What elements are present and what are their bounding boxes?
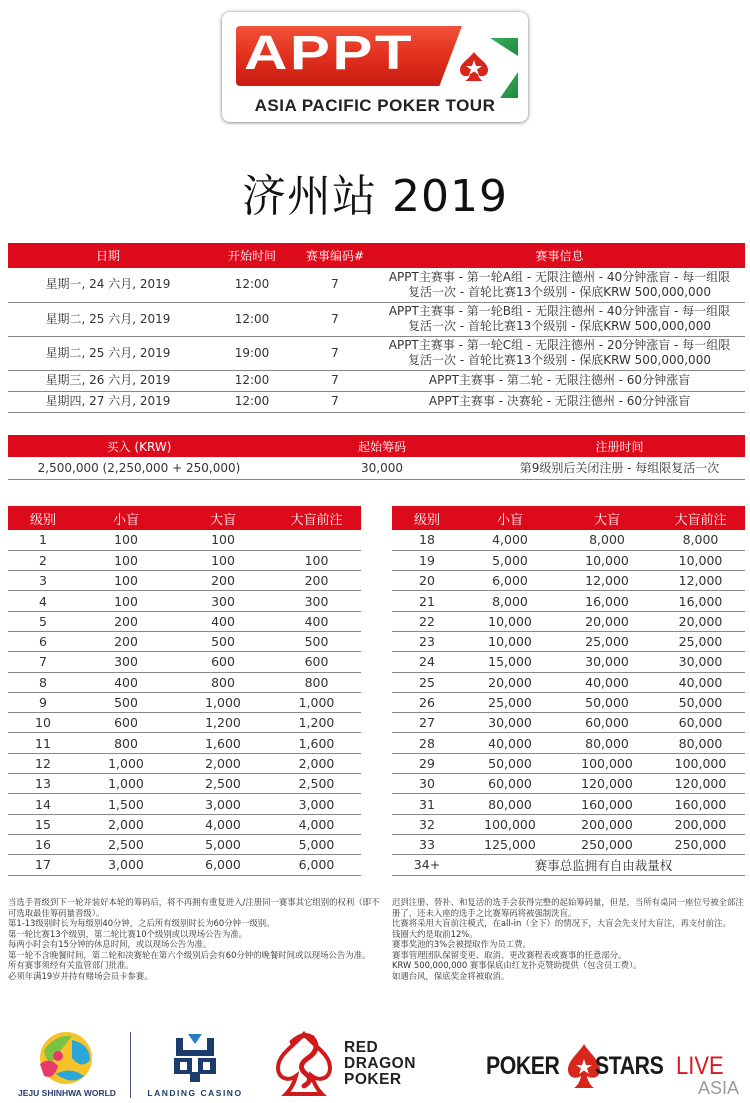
event-time: 19:00	[208, 336, 296, 370]
blind-level: 6	[8, 631, 78, 651]
bb-ante: 50,000	[656, 692, 745, 712]
big-blind: 100	[174, 550, 272, 570]
schedule-row	[8, 302, 745, 336]
appt-logo	[222, 12, 528, 122]
blinds-row	[392, 774, 745, 794]
blind-level: 30	[392, 774, 462, 794]
rdp-wordmark	[344, 1040, 416, 1088]
blinds-row	[392, 794, 745, 814]
big-blind: 200	[174, 571, 272, 591]
blind-level: 10	[8, 713, 78, 733]
small-blind: 300	[78, 652, 174, 672]
small-blind: 400	[78, 672, 174, 692]
event-info	[374, 336, 745, 370]
big-blind: 16,000	[558, 591, 656, 611]
event-date: 星期二, 25 六月, 2019	[8, 336, 208, 370]
notes-left	[8, 897, 383, 981]
bb-ante: 5,000	[272, 834, 361, 854]
blind-level: 8	[8, 672, 78, 692]
big-blind: 3,000	[174, 794, 272, 814]
blinds-row	[8, 814, 361, 834]
ps-asia-word: ASIA	[698, 1078, 740, 1098]
big-blind: 1,200	[174, 713, 272, 733]
blind-level: 29	[392, 753, 462, 773]
blinds-row	[392, 631, 745, 651]
header-small-blind: 小盲	[496, 512, 523, 528]
event-info-line: APPT主赛事 - 第一轮C组 - 无限注德州 - 20分钟涨盲 - 每一组限	[388, 338, 731, 352]
event-info-line: APPT主赛事 - 第一轮B组 - 无限注德州 - 40分钟涨盲 - 每一组限	[388, 304, 731, 318]
page-title: 济州站 2019	[242, 171, 508, 222]
event-code: 7	[296, 391, 374, 412]
small-blind: 1,000	[78, 774, 174, 794]
big-blind: 2,500	[174, 774, 272, 794]
blinds-row	[8, 550, 361, 570]
note-line: 赛事管理团队保留变更、取消、更改赛程表或赛事的任意部分。	[392, 949, 627, 960]
bb-ante: 12,000	[656, 571, 745, 591]
blind-level: 15	[8, 814, 78, 834]
big-blind: 500	[174, 631, 272, 651]
big-blind: 60,000	[558, 713, 656, 733]
bb-ante: 120,000	[656, 774, 745, 794]
big-blind: 12,000	[558, 571, 656, 591]
blind-level: 26	[392, 692, 462, 712]
small-blind: 50,000	[462, 753, 558, 773]
bb-ante: 4,000	[272, 814, 361, 834]
small-blind: 80,000	[462, 794, 558, 814]
landing-emblem-icon	[172, 1034, 218, 1084]
blinds-row	[392, 834, 745, 854]
small-blind: 6,000	[462, 571, 558, 591]
blind-level: 13	[8, 774, 78, 794]
blind-level: 9	[8, 692, 78, 712]
event-date: 星期四, 27 六月, 2019	[8, 391, 208, 412]
logo-wordmark: APPT	[244, 27, 415, 80]
big-blind: 25,000	[558, 631, 656, 651]
blind-level: 7	[8, 652, 78, 672]
header-bb-ante: 大盲前注	[290, 512, 343, 528]
event-time: 12:00	[208, 302, 296, 336]
blinds-row	[8, 733, 361, 753]
small-blind: 800	[78, 733, 174, 753]
small-blind: 15,000	[462, 652, 558, 672]
schedule-row	[8, 268, 745, 302]
blind-level: 23	[392, 631, 462, 651]
bb-ante: 10,000	[656, 550, 745, 570]
header-buyin: 买入 (KRW)	[106, 439, 172, 454]
note-line: 所有赛事须经有关监管部门批准。	[8, 960, 134, 970]
small-blind: 20,000	[462, 672, 558, 692]
blinds-table-left	[8, 506, 361, 876]
note-line: 每两小时会有15分钟的休息时间，或以现场公告为准。	[8, 939, 212, 949]
small-blind: 1,500	[78, 794, 174, 814]
big-blind: 80,000	[558, 733, 656, 753]
blinds-row	[8, 713, 361, 733]
jeju-label: JEJU SHINHWA WORLD	[18, 1088, 116, 1098]
dragon-spade-icon	[272, 1028, 336, 1100]
event-date: 星期三, 26 六月, 2019	[8, 370, 208, 391]
big-blind: 30,000	[558, 652, 656, 672]
jeju-emblem-icon	[36, 1030, 96, 1086]
blind-level: 21	[392, 591, 462, 611]
blind-level: 19	[392, 550, 462, 570]
blinds-row	[8, 571, 361, 591]
bb-ante: 2,000	[272, 753, 361, 773]
big-blind: 400	[174, 611, 272, 631]
blind-level: 16	[8, 834, 78, 854]
small-blind: 25,000	[462, 692, 558, 712]
blind-level: 2	[8, 550, 78, 570]
small-blind: 125,000	[462, 834, 558, 854]
header-date: 日期	[95, 249, 120, 263]
header-level: 级别	[29, 512, 56, 528]
registration-time: 第9级别后关闭注册 - 每组限复活一次	[494, 457, 745, 479]
header-level: 级别	[413, 512, 440, 528]
blinds-row	[8, 631, 361, 651]
blinds-row	[392, 611, 745, 631]
buyin-amount: 2,500,000 (2,250,000 + 250,000)	[8, 457, 270, 479]
bb-ante: 100	[272, 550, 361, 570]
bb-ante: 30,000	[656, 652, 745, 672]
bb-ante: 1,000	[272, 692, 361, 712]
note-line: 如遇台风，保底奖金将被取消。	[392, 970, 510, 981]
blind-level: 11	[8, 733, 78, 753]
final-level-note: 赛事总监拥有自由裁量权	[462, 855, 745, 875]
event-info: APPT主赛事 - 决赛轮 - 无限注德州 - 60分钟涨盲	[374, 391, 745, 412]
blinds-row	[392, 733, 745, 753]
bb-ante: 800	[272, 672, 361, 692]
bb-ante: 300	[272, 591, 361, 611]
buyin-table	[8, 435, 745, 480]
bb-ante: 25,000	[656, 631, 745, 651]
small-blind: 4,000	[462, 530, 558, 550]
ps-live-word: LIVE	[676, 1052, 724, 1080]
bb-ante: 8,000	[656, 530, 745, 550]
bb-ante: 20,000	[656, 611, 745, 631]
bb-ante: 6,000	[272, 855, 361, 875]
blind-level: 5	[8, 611, 78, 631]
big-blind: 600	[174, 652, 272, 672]
big-blind: 50,000	[558, 692, 656, 712]
bb-ante: 40,000	[656, 672, 745, 692]
blinds-table-right	[392, 506, 745, 876]
bb-ante: 2,500	[272, 774, 361, 794]
blinds-row	[8, 834, 361, 854]
blinds-row	[8, 774, 361, 794]
rdp-line: RED	[344, 1039, 379, 1056]
big-blind: 100	[174, 530, 272, 550]
bb-ante: 600	[272, 652, 361, 672]
header-event-code: 赛事编码#	[305, 249, 365, 263]
small-blind: 100,000	[462, 814, 558, 834]
note-line: 第一轮比赛13个级别，第二轮比赛10个级别或以现场公告为准。	[8, 928, 248, 939]
blinds-row	[392, 571, 745, 591]
blinds-row	[8, 611, 361, 631]
blind-level: 31	[392, 794, 462, 814]
event-time: 12:00	[208, 391, 296, 412]
small-blind: 100	[78, 550, 174, 570]
blind-level: 14	[8, 794, 78, 814]
schedule-row	[8, 391, 745, 412]
big-blind: 800	[174, 672, 272, 692]
note-line: 第1-13级别时长为每级别40分钟，之后所有级别时长为60分钟一级别。	[8, 918, 275, 928]
landing-casino-logo	[140, 1030, 250, 1100]
big-blind: 4,000	[174, 814, 272, 834]
header-big-blind: 大盲	[209, 512, 236, 528]
rdp-line: POKER	[344, 1071, 402, 1088]
small-blind: 100	[78, 530, 174, 550]
blinds-row-final	[392, 855, 745, 875]
blinds-row	[392, 753, 745, 773]
schedule-table	[8, 243, 745, 413]
note-line: 当选手晋级到下一轮并装好本轮的筹码后，将不再拥有重复进入/注册同一赛事其它组别的权利（即不可选取最佳筹码量晋级）。	[8, 897, 380, 918]
event-code: 7	[296, 302, 374, 336]
buyin-row	[8, 457, 745, 479]
event-code: 7	[296, 268, 374, 302]
logo-subtitle: ASIA PACIFIC POKER TOUR	[254, 96, 496, 115]
note-line: 必须年满19岁并持有赌场会员卡参赛。	[8, 970, 153, 981]
bb-ante: 16,000	[656, 591, 745, 611]
header-starting-stack: 起始筹码	[357, 439, 406, 454]
bb-ante: 1,600	[272, 733, 361, 753]
blind-level: 1	[8, 530, 78, 550]
small-blind: 10,000	[462, 611, 558, 631]
header-start-time: 开始时间	[227, 249, 276, 263]
blind-level: 20	[392, 571, 462, 591]
event-date: 星期二, 25 六月, 2019	[8, 302, 208, 336]
logo-green-accent	[490, 38, 518, 56]
event-info-line: 复活一次 - 首轮比赛13个级别 - 保底KRW 500,000,000	[408, 319, 711, 333]
event-info-line: 复活一次 - 首轮比赛13个级别 - 保底KRW 500,000,000	[408, 353, 711, 367]
bb-ante: 500	[272, 631, 361, 651]
big-blind: 250,000	[558, 834, 656, 854]
event-time: 12:00	[208, 268, 296, 302]
event-time: 12:00	[208, 370, 296, 391]
small-blind: 8,000	[462, 591, 558, 611]
blinds-header-row	[8, 506, 361, 530]
big-blind: 2,000	[174, 753, 272, 773]
blinds-row	[8, 652, 361, 672]
event-info	[374, 268, 745, 302]
landing-label: LANDING CASINO	[147, 1088, 243, 1098]
blind-level: 22	[392, 611, 462, 631]
spade-star-icon	[458, 50, 490, 82]
blinds-row	[8, 692, 361, 712]
blind-level: 27	[392, 713, 462, 733]
note-line: 赛事奖池的3%会被提取作为员工费。	[392, 939, 531, 949]
blind-level: 28	[392, 733, 462, 753]
blinds-row	[392, 713, 745, 733]
blind-level: 18	[392, 530, 462, 550]
blinds-row	[392, 814, 745, 834]
small-blind: 100	[78, 571, 174, 591]
small-blind: 100	[78, 591, 174, 611]
note-line: 迟到注册、替补、和复活的选手会获得完整的起始筹码量，但是，当所有桌同一座位号被全部注册了，还未入座的选手之比赛筹码将被强制洗盲。	[392, 897, 744, 918]
blinds-row	[392, 591, 745, 611]
event-info-line: APPT主赛事 - 第一轮A组 - 无限注德州 - 40分钟涨盲 - 每一组限	[388, 269, 731, 284]
bb-ante: 400	[272, 611, 361, 631]
blind-level: 24	[392, 652, 462, 672]
header-bb-ante: 大盲前注	[674, 512, 727, 528]
small-blind: 3,000	[78, 855, 174, 875]
bb-ante	[272, 530, 361, 550]
bb-ante: 200,000	[656, 814, 745, 834]
big-blind: 300	[174, 591, 272, 611]
blind-level: 33	[392, 834, 462, 854]
pokerstars-live-asia-logo	[486, 1040, 748, 1102]
big-blind: 10,000	[558, 550, 656, 570]
blind-level: 4	[8, 591, 78, 611]
blinds-header-row	[392, 506, 745, 530]
sponsor-divider	[130, 1032, 131, 1098]
big-blind: 40,000	[558, 672, 656, 692]
schedule-header-row	[8, 243, 745, 268]
blinds-row	[392, 672, 745, 692]
blind-level: 34+	[392, 855, 462, 875]
note-line: 第一轮不含晚餐时间，第二轮和决赛轮在第六个级别后会有60分钟的晚餐时间或以现场公告为准。	[8, 949, 371, 960]
blind-level: 25	[392, 672, 462, 692]
blinds-row	[392, 550, 745, 570]
blinds-row	[8, 591, 361, 611]
big-blind: 1,600	[174, 733, 272, 753]
ps-stars-word: STARS	[595, 1052, 664, 1080]
small-blind: 2,000	[78, 814, 174, 834]
starting-stack: 30,000	[270, 457, 494, 479]
small-blind: 200	[78, 631, 174, 651]
blinds-row	[8, 672, 361, 692]
small-blind: 2,500	[78, 834, 174, 854]
header-event-info: 赛事信息	[535, 249, 584, 263]
logo-green-accent	[500, 72, 518, 98]
small-blind: 10,000	[462, 631, 558, 651]
schedule-row	[8, 336, 745, 370]
blinds-row	[392, 652, 745, 672]
big-blind: 8,000	[558, 530, 656, 550]
small-blind: 500	[78, 692, 174, 712]
blinds-row	[8, 530, 361, 550]
header-big-blind: 大盲	[593, 512, 620, 528]
small-blind: 40,000	[462, 733, 558, 753]
bb-ante: 250,000	[656, 834, 745, 854]
event-date: 星期一, 24 六月, 2019	[8, 268, 208, 302]
rdp-line: DRAGON	[344, 1055, 416, 1072]
event-info-line: 复活一次 - 首轮比赛13个级别 - 保底KRW 500,000,000	[408, 284, 711, 299]
blind-level: 3	[8, 571, 78, 591]
header-registration: 注册时间	[595, 439, 644, 454]
small-blind: 200	[78, 611, 174, 631]
big-blind: 20,000	[558, 611, 656, 631]
blind-level: 12	[8, 753, 78, 773]
buyin-header-row	[8, 435, 745, 457]
small-blind: 600	[78, 713, 174, 733]
event-code: 7	[296, 370, 374, 391]
jeju-shinhwa-world-logo	[12, 1030, 122, 1100]
bb-ante: 3,000	[272, 794, 361, 814]
small-blind: 1,000	[78, 753, 174, 773]
blind-level: 32	[392, 814, 462, 834]
ps-poker-word: POKER	[486, 1052, 560, 1080]
big-blind: 6,000	[174, 855, 272, 875]
big-blind: 5,000	[174, 834, 272, 854]
blinds-row	[8, 753, 361, 773]
header-small-blind: 小盲	[112, 512, 139, 528]
blinds-row	[392, 692, 745, 712]
bb-ante: 200	[272, 571, 361, 591]
small-blind: 30,000	[462, 713, 558, 733]
small-blind: 5,000	[462, 550, 558, 570]
event-code: 7	[296, 336, 374, 370]
event-info	[374, 302, 745, 336]
bb-ante: 60,000	[656, 713, 745, 733]
bb-ante: 160,000	[656, 794, 745, 814]
big-blind: 160,000	[558, 794, 656, 814]
bb-ante: 100,000	[656, 753, 745, 773]
big-blind: 120,000	[558, 774, 656, 794]
big-blind: 100,000	[558, 753, 656, 773]
schedule-row	[8, 370, 745, 391]
big-blind: 1,000	[174, 692, 272, 712]
notes-right	[392, 897, 747, 981]
note-line: KRW 500,000,000 赛事保底由红龙扑克赞助提供（包含员工费）。	[392, 960, 642, 970]
blinds-row	[8, 794, 361, 814]
bb-ante: 1,200	[272, 713, 361, 733]
blind-level: 17	[8, 855, 78, 875]
bb-ante: 80,000	[656, 733, 745, 753]
note-line: 钱圈大约是取前12%。	[392, 928, 478, 939]
small-blind: 60,000	[462, 774, 558, 794]
event-info: APPT主赛事 - 第二轮 - 无限注德州 - 60分钟涨盲	[374, 370, 745, 391]
big-blind: 200,000	[558, 814, 656, 834]
blinds-row	[392, 530, 745, 550]
red-dragon-poker-logo	[272, 1028, 432, 1100]
note-line: 比赛将采用大盲前注模式，在all-in（全下）的情况下，大盲会先支付大盲注，再支付前注。	[392, 918, 731, 928]
blinds-row	[8, 855, 361, 875]
